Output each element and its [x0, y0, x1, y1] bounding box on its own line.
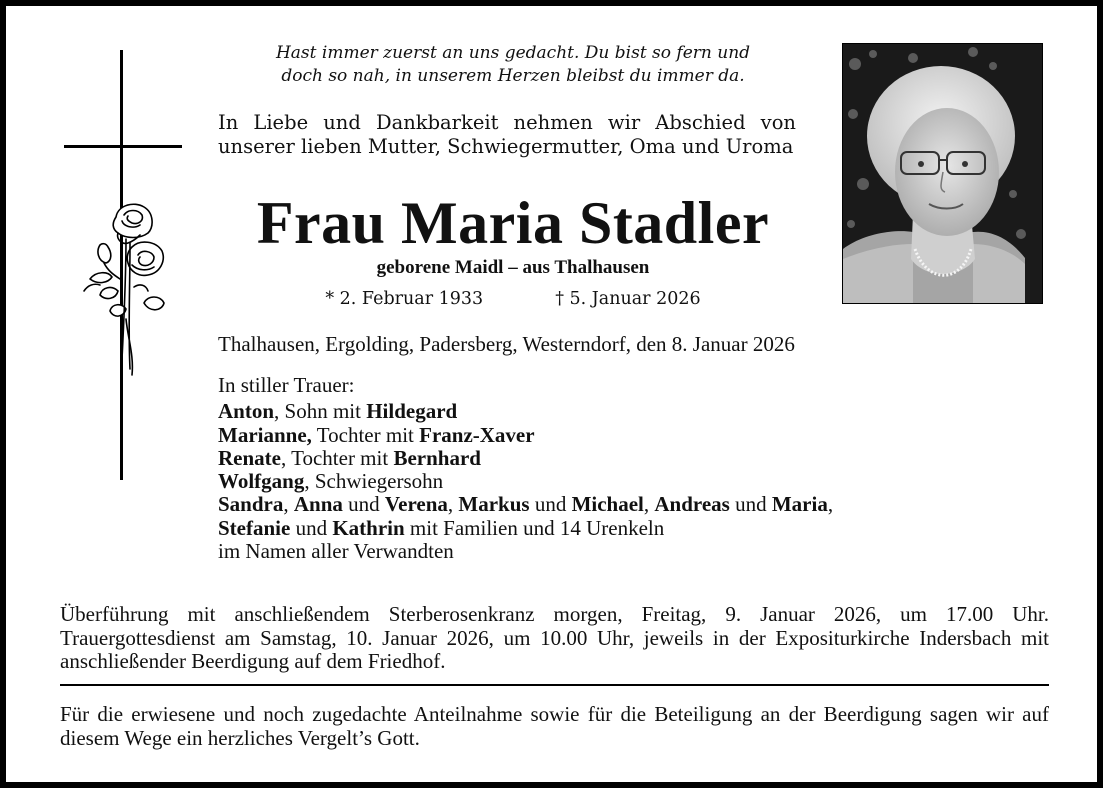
mourner-relation: , Sohn mit — [274, 399, 367, 424]
mourner-relation: und — [729, 492, 772, 517]
mourner-name: Marianne, — [218, 422, 312, 447]
mourner-name: Maria — [771, 492, 828, 517]
mourner-line — [218, 447, 1038, 470]
mourner-name: Renate — [218, 445, 281, 470]
place-and-date: Thalhausen, Ergolding, Padersberg, Westerndorf, den 8. Januar 2026 — [218, 332, 795, 356]
funeral-service-details: Überführung mit anschließendem Sterberosenkranz morgen, Freitag, 9. Januar 2026, um 17.00 Uhr. Trauergottesdienst am Samstag, 10. Januar 2026, um 10.00 Uhr, jeweils in der Expositurkirche Indersbach mit anschließender Beerdigung auf dem Friedhof. — [60, 602, 1049, 673]
cross-with-roses-icon — [60, 44, 188, 484]
mourner-name: Bernhard — [393, 445, 481, 470]
deceased-name: Frau Maria Stadler — [256, 190, 770, 256]
mourner-relation: , — [283, 492, 294, 517]
motto-line-2: doch so nah, in unserem Herzen bleibst du immer da. — [281, 66, 745, 86]
mourner-relation: , Schwiegersohn — [304, 469, 444, 494]
mourner-relation: im Namen aller Verwandten — [218, 539, 454, 564]
mourner-line — [218, 540, 1038, 563]
mourner-name: Michael — [571, 492, 644, 517]
mourner-line — [218, 493, 1038, 516]
mourner-name: Franz-Xaver — [419, 422, 535, 447]
roses-icon — [82, 199, 177, 399]
mourners-list — [218, 374, 1038, 563]
mourner-relation: , Tochter mit — [280, 445, 394, 470]
life-dates — [218, 287, 808, 311]
mourner-name: Verena — [384, 492, 448, 517]
mourner-name: Wolfgang — [218, 469, 305, 494]
mourner-name: Stefanie — [218, 515, 291, 540]
mourner-lines — [218, 400, 1038, 563]
birth-date: * 2. Februar 1933 — [325, 289, 484, 309]
mourner-name: Markus — [458, 492, 530, 517]
portrait-image — [843, 44, 1042, 303]
mourner-relation: und — [290, 515, 333, 540]
mourner-line — [218, 424, 1038, 447]
mourner-relation: und — [342, 492, 385, 517]
maiden-name-origin: geborene Maidl – aus Thalhausen — [376, 257, 650, 278]
mourner-name: Anna — [293, 492, 343, 517]
mourner-line — [218, 400, 1038, 423]
mourner-name: Sandra — [218, 492, 284, 517]
motto-line-1: Hast immer zuerst an uns gedacht. Du bist so fern und — [275, 43, 751, 63]
mourner-relation: , — [447, 492, 459, 517]
cross-horizontal-beam — [64, 145, 182, 148]
mourner-relation: Tochter mit — [311, 422, 420, 447]
mourner-name: Kathrin — [332, 515, 405, 540]
mourner-name: Hildegard — [366, 399, 458, 424]
mourner-line — [218, 517, 1038, 540]
mourner-name: Anton — [218, 399, 275, 424]
memorial-motto — [218, 42, 808, 88]
farewell-intro: In Liebe und Dankbarkeit nehmen wir Abschied von unserer lieben Mutter, Schwiegermutter, Oma und Uroma — [218, 111, 796, 158]
mourner-relation: , — [827, 492, 834, 517]
death-date: † 5. Januar 2026 — [555, 289, 701, 309]
mourner-relation: und — [529, 492, 572, 517]
mourning-heading: In stiller Trauer: — [218, 373, 355, 397]
mourner-name: Andreas — [654, 492, 730, 517]
portrait-photo — [842, 43, 1043, 304]
mourner-line — [218, 470, 1038, 493]
section-divider — [60, 684, 1049, 686]
thanks-note: Für die erwiesene und noch zugedachte Anteilnahme sowie für die Beteiligung an der Beerdigung sagen wir auf diesem Wege ein herzliches Vergelt’s Gott. — [60, 702, 1049, 750]
mourner-relation: mit Familien und 14 Urenkeln — [404, 515, 665, 540]
mourner-relation: , — [643, 492, 655, 517]
